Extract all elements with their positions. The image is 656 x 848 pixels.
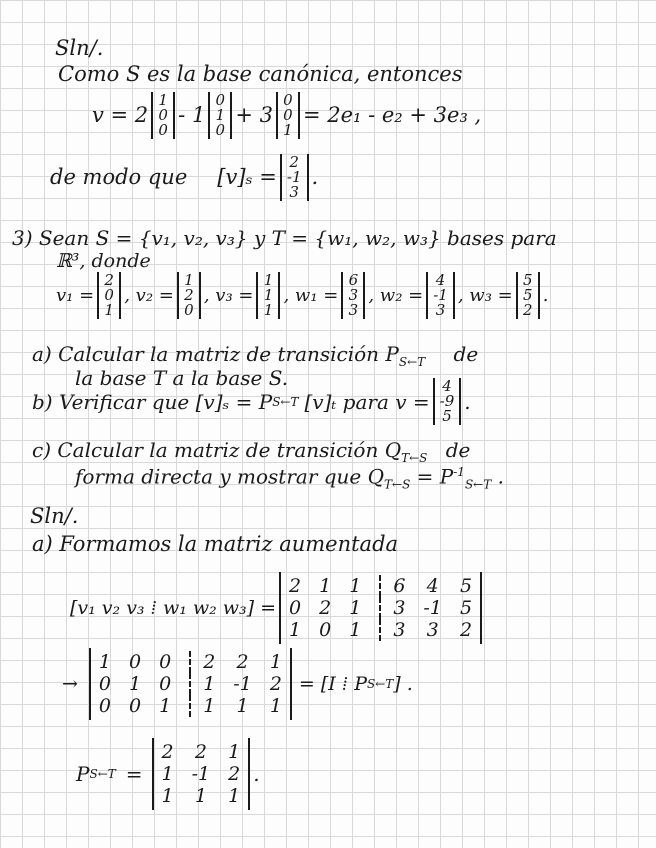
matrix-cell: 1	[349, 575, 362, 597]
part-c-statement-2	[75, 466, 504, 491]
matrix-cell: 1	[158, 91, 168, 109]
matrix-cell: -1	[191, 763, 211, 785]
label-w2: , w₂ =	[368, 284, 424, 306]
matrix-cell: 3	[348, 286, 359, 304]
label-w3: , w₃ =	[457, 284, 513, 306]
matrix-cell: 1	[159, 695, 172, 717]
matrix-cell: 1	[236, 695, 249, 717]
eq-rhs: = 2e₁ - e₂ + 3e₃ ,	[302, 103, 482, 127]
part-b-statement	[32, 378, 471, 425]
matrix-cell: 2	[194, 741, 207, 763]
eq-term: + 3	[235, 103, 273, 127]
matrix-cell: 0	[158, 121, 168, 139]
subscript: S←T	[366, 677, 394, 691]
superscript: -1	[453, 465, 465, 479]
matrix-cell: 2	[228, 763, 241, 785]
matrix-cell: 2	[289, 575, 302, 597]
matrix-cell: 2	[104, 271, 114, 289]
matrix-e1	[151, 92, 175, 139]
matrix-cell: 3	[379, 597, 405, 619]
vector-w3	[516, 272, 540, 319]
matrix-cell: 1	[98, 651, 112, 673]
matrix-cell: 1	[349, 619, 362, 641]
vector-v3	[256, 272, 280, 319]
augmented-lhs: [v₁ v₂ v₃ ⁞ w₁ w₂ w₃] =	[70, 596, 277, 619]
subscript: S←T	[398, 355, 426, 369]
matrix-cell: 1	[184, 271, 194, 289]
augmented-matrix	[279, 572, 482, 644]
matrix-cell: 2	[319, 597, 332, 619]
matrix-cell: 6	[348, 271, 359, 289]
matrix-cell: 3	[348, 301, 359, 319]
text-fragment: b) Verificar que [v]ₛ = P	[32, 389, 273, 414]
matrix-e2	[208, 92, 232, 139]
text-fragment: [v]ₜ para v =	[304, 389, 430, 414]
rref-line	[62, 648, 413, 720]
matrix-cell: 2	[522, 301, 533, 319]
matrix-cell: 0	[159, 673, 172, 695]
matrix-cell: 0	[159, 651, 172, 673]
matrix-cell: 4	[442, 377, 452, 395]
vector-v-given	[433, 378, 462, 425]
matrix-cell: 1	[189, 673, 215, 695]
matrix-cell: 1	[194, 785, 207, 807]
transition-matrix-p	[152, 738, 251, 810]
subscript: S←T	[89, 767, 116, 781]
matrix-cell: 0	[215, 91, 226, 109]
matrix-cell: 1	[215, 106, 226, 124]
matrix-e3	[276, 92, 300, 139]
text-fragment: forma directa y mostrar que Q	[75, 464, 385, 489]
matrix-cell: -1	[233, 673, 252, 695]
matrix-cell: 1	[269, 695, 282, 717]
matrix-cell: 1	[104, 301, 114, 319]
matrix-cell: 2	[459, 619, 473, 641]
text-fragment: ] .	[393, 672, 413, 695]
text-fragment: .	[253, 762, 260, 786]
matrix-cell: 2	[161, 741, 174, 763]
matrix-cell: 3	[289, 183, 299, 201]
coord-line	[50, 154, 318, 201]
matrix-cell: 1	[161, 785, 174, 807]
matrix-cell: -1	[286, 168, 302, 186]
matrix-cell: 0	[104, 286, 114, 304]
text-fragment: a) Calcular la matriz de transición P	[32, 342, 399, 366]
matrix-cell: 0	[129, 695, 142, 717]
text-fragment: .	[542, 284, 549, 306]
matrix-cell: 5	[442, 407, 452, 425]
matrix-cell: 2	[189, 651, 215, 673]
matrix-cell: 5	[522, 271, 533, 289]
solution-label-1: Sln/.	[55, 36, 104, 60]
matrix-cell: 0	[184, 301, 194, 319]
matrix-cell: 1	[263, 301, 274, 319]
text-fragment: .	[464, 389, 471, 414]
matrix-cell: -9	[439, 392, 455, 410]
text-fragment: c) Calcular la matriz de transición Q	[32, 438, 402, 462]
problem-3-r3: ℝ³, donde	[56, 250, 151, 272]
matrix-cell: 1	[263, 271, 274, 289]
subscript: T←S	[384, 477, 411, 492]
rref-matrix	[89, 648, 292, 720]
matrix-cell: 1	[319, 575, 332, 597]
matrix-cell: 5	[522, 286, 533, 304]
part-a-statement-2: la base T a la base S.	[75, 366, 289, 390]
eq-lhs: v = 2	[92, 103, 149, 127]
matrix-cell: 5	[459, 575, 473, 597]
text-line: Como S es la base canónica, entonces	[58, 62, 463, 86]
vector-w2	[426, 272, 455, 319]
matrix-coord-v	[280, 154, 309, 201]
matrix-cell: 0	[158, 106, 168, 124]
augmented-matrix-line	[70, 572, 485, 644]
matrix-cell: 0	[98, 673, 112, 695]
vector-v1	[97, 272, 121, 319]
subscript: T←S	[401, 451, 428, 465]
subscript: S←T	[464, 477, 492, 492]
matrix-cell: 1	[228, 785, 241, 807]
label-v1: v₁ =	[56, 284, 95, 306]
p-label: P	[76, 762, 90, 786]
solution-label-2: Sln/.	[30, 504, 79, 528]
matrix-cell: 4	[426, 575, 439, 597]
transition-matrix-line	[76, 738, 260, 810]
matrix-cell: -1	[433, 286, 448, 304]
label-w1: , w₁ =	[283, 284, 339, 306]
text-fragment: .	[497, 464, 504, 489]
label-v2: , v₂ =	[124, 284, 174, 306]
text-fragment: .	[311, 165, 319, 189]
matrix-cell: 1	[129, 673, 142, 695]
problem-3-heading: 3) Sean S = {v₁, v₂, v₃} y T = {w₁, w₂, w₃} bases para	[12, 226, 557, 250]
text-fragment: de	[453, 342, 479, 366]
matrix-cell: 0	[129, 651, 142, 673]
matrix-cell: 4	[435, 271, 446, 289]
vector-v2	[177, 272, 201, 319]
matrix-cell: 1	[189, 695, 215, 717]
rref-rhs: = [I ⁞ P	[298, 672, 367, 695]
matrix-cell: 3	[435, 301, 446, 319]
matrix-cell: -1	[423, 597, 442, 619]
subscript: S←T	[272, 394, 299, 409]
matrix-cell: 5	[459, 597, 473, 619]
text-fragment: = P	[416, 464, 454, 489]
equation-v	[92, 92, 481, 139]
text-fragment: de modo que	[50, 165, 188, 189]
matrix-cell: 2	[269, 673, 282, 695]
matrix-cell: 2	[236, 651, 249, 673]
text-fragment: de	[445, 438, 471, 462]
matrix-cell: 0	[283, 91, 293, 109]
matrix-cell: 0	[215, 121, 226, 139]
matrix-cell: 1	[289, 619, 302, 641]
matrix-cell: 3	[426, 619, 439, 641]
matrix-cell: 1	[349, 597, 362, 619]
arrow-icon: →	[62, 672, 78, 695]
matrix-cell: 2	[184, 286, 194, 304]
basis-vectors	[56, 272, 548, 319]
label-v3: , v₃ =	[203, 284, 254, 306]
matrix-cell: 1	[228, 741, 241, 763]
part-a-statement	[32, 344, 478, 368]
matrix-cell: 0	[289, 597, 302, 619]
matrix-cell: 1	[161, 763, 174, 785]
vector-w1	[341, 272, 365, 319]
matrix-cell: 0	[319, 619, 332, 641]
part-a-solution-line: a) Formamos la matriz aumentada	[32, 532, 399, 556]
matrix-cell: 0	[98, 695, 112, 717]
matrix-cell: 0	[283, 106, 293, 124]
matrix-cell: 2	[289, 153, 299, 171]
matrix-cell: 1	[283, 121, 293, 139]
part-c-statement	[32, 440, 470, 464]
coord-lhs: [v]ₛ =	[217, 165, 277, 189]
eq-term: - 1	[178, 103, 206, 127]
matrix-cell: 1	[263, 286, 274, 304]
matrix-cell: 3	[379, 619, 405, 641]
equals: =	[125, 762, 143, 786]
matrix-cell: 1	[269, 651, 282, 673]
matrix-cell: 6	[379, 575, 405, 597]
